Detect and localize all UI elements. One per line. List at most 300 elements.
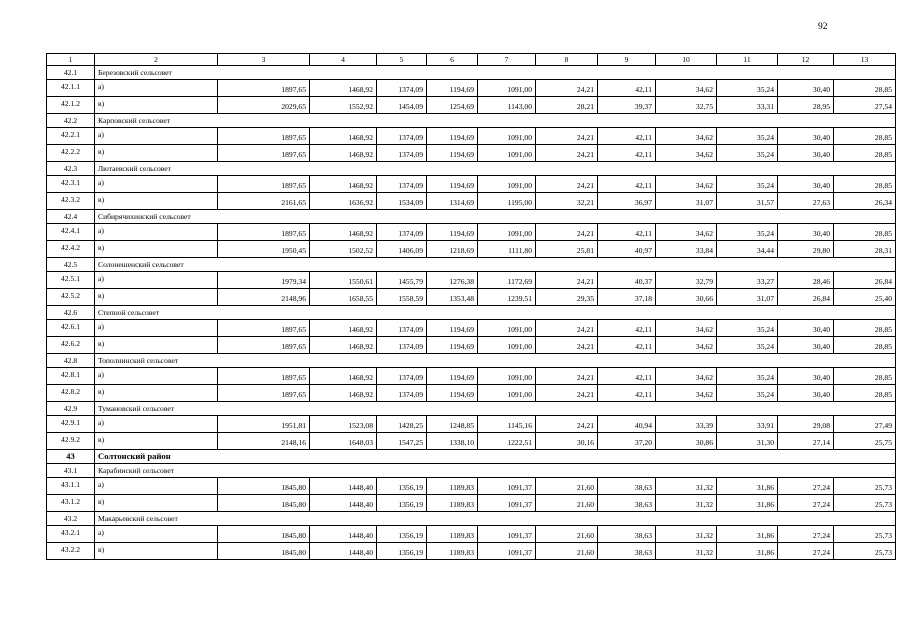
value-cell: 34,62 <box>656 80 717 97</box>
value-cell: 21,60 <box>536 543 598 560</box>
section-row <box>47 512 896 526</box>
value-cell: 1276,38 <box>427 272 478 289</box>
value-cell: 1091,00 <box>478 224 536 241</box>
row-letter: в) <box>95 289 218 306</box>
row-letter: в) <box>95 385 218 402</box>
table-row <box>47 495 896 512</box>
row-letter: а) <box>95 526 218 543</box>
value-cell: 27,14 <box>778 433 834 450</box>
section-code: 43 <box>47 450 95 464</box>
value-cell: 27,24 <box>778 495 834 512</box>
value-cell: 35,24 <box>717 128 778 145</box>
value-cell: 1897,65 <box>218 224 310 241</box>
value-cell: 1523,08 <box>310 416 377 433</box>
value-cell: 31,30 <box>717 433 778 450</box>
value-cell: 1091,37 <box>478 495 536 512</box>
value-cell: 26,84 <box>834 272 896 289</box>
value-cell: 42,11 <box>598 337 656 354</box>
value-cell: 30,40 <box>778 176 834 193</box>
value-cell: 1091,00 <box>478 337 536 354</box>
table-row <box>47 433 896 450</box>
column-header: 10 <box>656 54 717 66</box>
value-cell: 1448,40 <box>310 526 377 543</box>
value-cell: 1338,10 <box>427 433 478 450</box>
value-cell: 28,85 <box>834 80 896 97</box>
value-cell: 24,21 <box>536 416 598 433</box>
row-letter: в) <box>95 543 218 560</box>
tariff-table <box>46 53 896 560</box>
value-cell: 24,21 <box>536 337 598 354</box>
value-cell: 38,63 <box>598 478 656 495</box>
section-code: 43.2 <box>47 512 95 526</box>
value-cell: 30,40 <box>778 128 834 145</box>
value-cell: 34,62 <box>656 368 717 385</box>
value-cell: 39,37 <box>598 97 656 114</box>
value-cell: 1091,00 <box>478 80 536 97</box>
value-cell: 1194,69 <box>427 385 478 402</box>
value-cell: 33,39 <box>656 416 717 433</box>
row-code: 42.5.1 <box>47 272 95 289</box>
value-cell: 27,24 <box>778 478 834 495</box>
value-cell: 1195,00 <box>478 193 536 210</box>
value-cell: 30,40 <box>778 80 834 97</box>
value-cell: 30,16 <box>536 433 598 450</box>
value-cell: 24,21 <box>536 176 598 193</box>
table-row <box>47 241 896 258</box>
value-cell: 33,91 <box>717 416 778 433</box>
value-cell: 29,80 <box>778 241 834 258</box>
section-name: Солонешенский сельсовет <box>95 258 896 272</box>
row-letter: в) <box>95 145 218 162</box>
section-code: 42.9 <box>47 402 95 416</box>
table-row <box>47 478 896 495</box>
value-cell: 25,40 <box>834 289 896 306</box>
value-cell: 32,21 <box>536 193 598 210</box>
value-cell: 1194,69 <box>427 176 478 193</box>
value-cell: 1254,69 <box>427 97 478 114</box>
value-cell: 1406,09 <box>377 241 427 258</box>
row-code: 42.9.2 <box>47 433 95 450</box>
value-cell: 1897,65 <box>218 368 310 385</box>
table-row <box>47 320 896 337</box>
value-cell: 1194,69 <box>427 145 478 162</box>
section-code: 42.8 <box>47 354 95 368</box>
row-code: 42.1.2 <box>47 97 95 114</box>
value-cell: 1091,00 <box>478 176 536 193</box>
value-cell: 35,24 <box>717 80 778 97</box>
value-cell: 1222,51 <box>478 433 536 450</box>
value-cell: 1091,37 <box>478 478 536 495</box>
value-cell: 1194,69 <box>427 128 478 145</box>
value-cell: 1091,00 <box>478 128 536 145</box>
section-name: Тополнинский сельсовет <box>95 354 896 368</box>
section-name: Степной сельсовет <box>95 306 896 320</box>
value-cell: 1194,69 <box>427 337 478 354</box>
column-header: 4 <box>310 54 377 66</box>
value-cell: 30,40 <box>778 368 834 385</box>
value-cell: 28,85 <box>834 176 896 193</box>
value-cell: 1356,19 <box>377 478 427 495</box>
value-cell: 25,73 <box>834 495 896 512</box>
value-cell: 1374,09 <box>377 368 427 385</box>
row-code: 42.5.2 <box>47 289 95 306</box>
value-cell: 1454,09 <box>377 97 427 114</box>
value-cell: 1189,83 <box>427 478 478 495</box>
value-cell: 1091,00 <box>478 145 536 162</box>
value-cell: 1468,92 <box>310 128 377 145</box>
value-cell: 1194,69 <box>427 224 478 241</box>
value-cell: 1547,25 <box>377 433 427 450</box>
value-cell: 1502,52 <box>310 241 377 258</box>
value-cell: 38,63 <box>598 543 656 560</box>
value-cell: 27,49 <box>834 416 896 433</box>
value-cell: 34,62 <box>656 128 717 145</box>
value-cell: 30,40 <box>778 145 834 162</box>
row-letter: а) <box>95 416 218 433</box>
section-name: Солтонский район <box>95 450 896 464</box>
value-cell: 28,31 <box>834 241 896 258</box>
section-row <box>47 66 896 80</box>
value-cell: 1374,09 <box>377 128 427 145</box>
value-cell: 34,62 <box>656 224 717 241</box>
value-cell: 1845,80 <box>218 495 310 512</box>
column-header: 7 <box>478 54 536 66</box>
column-header: 1 <box>47 54 95 66</box>
value-cell: 35,24 <box>717 224 778 241</box>
value-cell: 1897,65 <box>218 145 310 162</box>
section-name: Березовский сельсовет <box>95 66 896 80</box>
table-row <box>47 128 896 145</box>
row-letter: в) <box>95 193 218 210</box>
table-row <box>47 176 896 193</box>
value-cell: 2029,65 <box>218 97 310 114</box>
value-cell: 35,24 <box>717 368 778 385</box>
value-cell: 38,63 <box>598 526 656 543</box>
section-code: 42.2 <box>47 114 95 128</box>
value-cell: 1091,00 <box>478 320 536 337</box>
section-name: Тумановский сельсовет <box>95 402 896 416</box>
table-row <box>47 526 896 543</box>
value-cell: 25,73 <box>834 478 896 495</box>
value-cell: 42,11 <box>598 176 656 193</box>
row-code: 42.8.2 <box>47 385 95 402</box>
column-header: 8 <box>536 54 598 66</box>
value-cell: 24,21 <box>536 128 598 145</box>
row-code: 42.8.1 <box>47 368 95 385</box>
row-letter: а) <box>95 176 218 193</box>
value-cell: 1374,09 <box>377 337 427 354</box>
value-cell: 21,60 <box>536 478 598 495</box>
value-cell: 31,86 <box>717 526 778 543</box>
row-code: 42.3.2 <box>47 193 95 210</box>
value-cell: 24,21 <box>536 224 598 241</box>
table-row <box>47 224 896 241</box>
section-code: 42.3 <box>47 162 95 176</box>
section-row <box>47 114 896 128</box>
value-cell: 28,95 <box>778 97 834 114</box>
value-cell: 1897,65 <box>218 80 310 97</box>
value-cell: 42,11 <box>598 385 656 402</box>
value-cell: 33,27 <box>717 272 778 289</box>
value-cell: 35,24 <box>717 337 778 354</box>
section-name: Макарьевский сельсовет <box>95 512 896 526</box>
section-code: 42.4 <box>47 210 95 224</box>
row-code: 42.4.1 <box>47 224 95 241</box>
value-cell: 1468,92 <box>310 224 377 241</box>
value-cell: 1248,85 <box>427 416 478 433</box>
value-cell: 1951,81 <box>218 416 310 433</box>
table-row <box>47 193 896 210</box>
column-header: 11 <box>717 54 778 66</box>
value-cell: 1468,92 <box>310 320 377 337</box>
value-cell: 35,24 <box>717 176 778 193</box>
value-cell: 30,40 <box>778 337 834 354</box>
value-cell: 28,46 <box>778 272 834 289</box>
value-cell: 36,97 <box>598 193 656 210</box>
value-cell: 31,32 <box>656 478 717 495</box>
value-cell: 37,20 <box>598 433 656 450</box>
value-cell: 1091,37 <box>478 543 536 560</box>
value-cell: 35,24 <box>717 320 778 337</box>
table-row <box>47 80 896 97</box>
row-code: 42.9.1 <box>47 416 95 433</box>
column-header: 2 <box>95 54 218 66</box>
section-name: Карповский сельсовет <box>95 114 896 128</box>
value-cell: 21,60 <box>536 526 598 543</box>
value-cell: 31,07 <box>656 193 717 210</box>
section-code: 42.6 <box>47 306 95 320</box>
value-cell: 27,24 <box>778 543 834 560</box>
row-code: 42.2.2 <box>47 145 95 162</box>
row-letter: а) <box>95 80 218 97</box>
row-code: 42.1.1 <box>47 80 95 97</box>
section-row <box>47 162 896 176</box>
value-cell: 42,11 <box>598 224 656 241</box>
value-cell: 28,85 <box>834 368 896 385</box>
value-cell: 38,63 <box>598 495 656 512</box>
value-cell: 1091,37 <box>478 526 536 543</box>
column-header: 6 <box>427 54 478 66</box>
value-cell: 2148,16 <box>218 433 310 450</box>
value-cell: 2161,65 <box>218 193 310 210</box>
value-cell: 31,86 <box>717 543 778 560</box>
value-cell: 31,57 <box>717 193 778 210</box>
row-code: 42.6.2 <box>47 337 95 354</box>
section-row <box>47 354 896 368</box>
value-cell: 30,40 <box>778 224 834 241</box>
value-cell: 1448,40 <box>310 543 377 560</box>
value-cell: 42,11 <box>598 128 656 145</box>
column-header: 13 <box>834 54 896 66</box>
value-cell: 25,73 <box>834 526 896 543</box>
column-header: 3 <box>218 54 310 66</box>
value-cell: 31,07 <box>717 289 778 306</box>
value-cell: 25,81 <box>536 241 598 258</box>
row-letter: а) <box>95 320 218 337</box>
value-cell: 24,21 <box>536 368 598 385</box>
row-letter: в) <box>95 337 218 354</box>
section-row <box>47 210 896 224</box>
section-name: Лютаевский сельсовет <box>95 162 896 176</box>
value-cell: 1374,09 <box>377 385 427 402</box>
value-cell: 1194,69 <box>427 320 478 337</box>
value-cell: 30,86 <box>656 433 717 450</box>
row-letter: в) <box>95 433 218 450</box>
value-cell: 1111,80 <box>478 241 536 258</box>
table-row <box>47 416 896 433</box>
page-number: 92 <box>818 22 828 32</box>
row-code: 43.1.2 <box>47 495 95 512</box>
value-cell: 28,85 <box>834 145 896 162</box>
column-header: 9 <box>598 54 656 66</box>
value-cell: 1374,09 <box>377 224 427 241</box>
table-row <box>47 337 896 354</box>
value-cell: 28,85 <box>834 320 896 337</box>
value-cell: 32,79 <box>656 272 717 289</box>
value-cell: 2148,96 <box>218 289 310 306</box>
value-cell: 24,21 <box>536 385 598 402</box>
section-code: 42.5 <box>47 258 95 272</box>
section-row <box>47 450 896 464</box>
value-cell: 1979,34 <box>218 272 310 289</box>
value-cell: 1091,00 <box>478 368 536 385</box>
value-cell: 1648,03 <box>310 433 377 450</box>
table-row <box>47 272 896 289</box>
section-row <box>47 464 896 478</box>
value-cell: 1558,59 <box>377 289 427 306</box>
value-cell: 1468,92 <box>310 337 377 354</box>
value-cell: 1145,16 <box>478 416 536 433</box>
value-cell: 31,32 <box>656 526 717 543</box>
table-row <box>47 385 896 402</box>
column-header: 12 <box>778 54 834 66</box>
section-code: 42.1 <box>47 66 95 80</box>
value-cell: 1950,45 <box>218 241 310 258</box>
value-cell: 1448,40 <box>310 478 377 495</box>
row-letter: а) <box>95 272 218 289</box>
value-cell: 42,11 <box>598 320 656 337</box>
value-cell: 1534,09 <box>377 193 427 210</box>
value-cell: 1468,92 <box>310 145 377 162</box>
row-code: 43.2.1 <box>47 526 95 543</box>
value-cell: 40,37 <box>598 272 656 289</box>
value-cell: 34,62 <box>656 337 717 354</box>
value-cell: 1448,40 <box>310 495 377 512</box>
value-cell: 31,32 <box>656 495 717 512</box>
value-cell: 24,21 <box>536 320 598 337</box>
row-code: 42.4.2 <box>47 241 95 258</box>
value-cell: 1356,19 <box>377 526 427 543</box>
value-cell: 25,73 <box>834 543 896 560</box>
row-code: 43.2.2 <box>47 543 95 560</box>
row-letter: в) <box>95 241 218 258</box>
value-cell: 29,08 <box>778 416 834 433</box>
value-cell: 27,24 <box>778 526 834 543</box>
value-cell: 24,21 <box>536 272 598 289</box>
value-cell: 24,21 <box>536 145 598 162</box>
value-cell: 1356,19 <box>377 543 427 560</box>
value-cell: 1658,55 <box>310 289 377 306</box>
value-cell: 1172,69 <box>478 272 536 289</box>
value-cell: 37,18 <box>598 289 656 306</box>
value-cell: 1218,69 <box>427 241 478 258</box>
value-cell: 31,32 <box>656 543 717 560</box>
row-code: 42.6.1 <box>47 320 95 337</box>
value-cell: 35,24 <box>717 145 778 162</box>
row-letter: а) <box>95 128 218 145</box>
value-cell: 40,97 <box>598 241 656 258</box>
value-cell: 1353,48 <box>427 289 478 306</box>
value-cell: 1374,09 <box>377 80 427 97</box>
value-cell: 28,85 <box>834 385 896 402</box>
value-cell: 1374,09 <box>377 176 427 193</box>
value-cell: 30,40 <box>778 385 834 402</box>
value-cell: 1314,69 <box>427 193 478 210</box>
header-row <box>47 54 896 66</box>
value-cell: 1897,65 <box>218 385 310 402</box>
section-name: Карабинский сельсовет <box>95 464 896 478</box>
value-cell: 1468,92 <box>310 368 377 385</box>
row-letter: в) <box>95 97 218 114</box>
table-row <box>47 145 896 162</box>
value-cell: 1897,65 <box>218 176 310 193</box>
value-cell: 34,62 <box>656 320 717 337</box>
value-cell: 42,11 <box>598 145 656 162</box>
table-body <box>47 54 896 560</box>
row-letter: а) <box>95 478 218 495</box>
value-cell: 28,85 <box>834 224 896 241</box>
row-letter: в) <box>95 495 218 512</box>
value-cell: 1091,00 <box>478 385 536 402</box>
value-cell: 26,34 <box>834 193 896 210</box>
row-letter: а) <box>95 224 218 241</box>
section-code: 43.1 <box>47 464 95 478</box>
value-cell: 1636,92 <box>310 193 377 210</box>
table-row <box>47 289 896 306</box>
value-cell: 34,62 <box>656 385 717 402</box>
value-cell: 28,21 <box>536 97 598 114</box>
value-cell: 1143,00 <box>478 97 536 114</box>
value-cell: 24,21 <box>536 80 598 97</box>
column-header: 5 <box>377 54 427 66</box>
value-cell: 1845,80 <box>218 478 310 495</box>
value-cell: 1194,69 <box>427 80 478 97</box>
value-cell: 33,31 <box>717 97 778 114</box>
value-cell: 42,11 <box>598 80 656 97</box>
value-cell: 28,85 <box>834 337 896 354</box>
value-cell: 34,62 <box>656 176 717 193</box>
value-cell: 27,63 <box>778 193 834 210</box>
value-cell: 30,40 <box>778 320 834 337</box>
section-row <box>47 306 896 320</box>
value-cell: 34,62 <box>656 145 717 162</box>
value-cell: 1374,09 <box>377 320 427 337</box>
value-cell: 25,75 <box>834 433 896 450</box>
section-name: Сибирячихинский сельсовет <box>95 210 896 224</box>
value-cell: 1897,65 <box>218 320 310 337</box>
section-row <box>47 258 896 272</box>
value-cell: 1550,61 <box>310 272 377 289</box>
value-cell: 1468,92 <box>310 385 377 402</box>
value-cell: 1189,83 <box>427 543 478 560</box>
value-cell: 33,84 <box>656 241 717 258</box>
value-cell: 31,86 <box>717 495 778 512</box>
value-cell: 30,66 <box>656 289 717 306</box>
value-cell: 26,84 <box>778 289 834 306</box>
value-cell: 35,24 <box>717 385 778 402</box>
value-cell: 34,44 <box>717 241 778 258</box>
value-cell: 1189,83 <box>427 526 478 543</box>
